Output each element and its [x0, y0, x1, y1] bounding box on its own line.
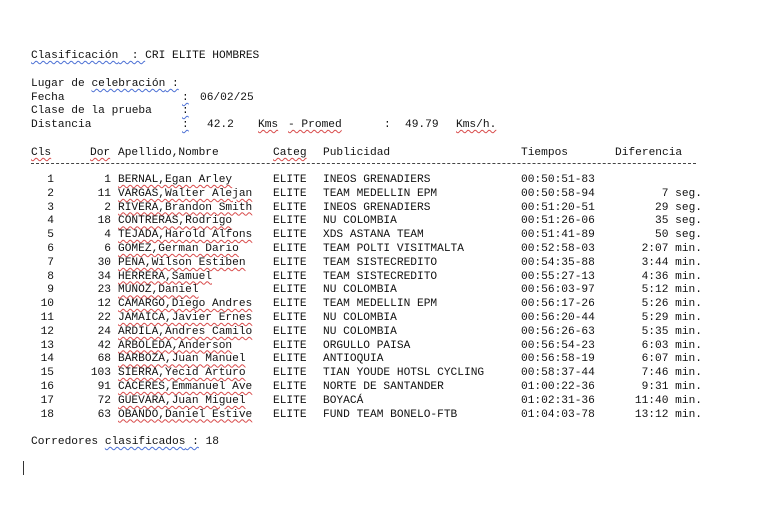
cell-nombre: OBANDO,Daniel Estive	[118, 408, 253, 421]
cell-publicidad: NU COLOMBIA	[323, 284, 397, 297]
cell-tiempo: 00:56:58-19	[521, 353, 595, 366]
cell-diferencia: 2:07 min.	[641, 243, 702, 255]
cell-tiempo: 00:50:58-94	[521, 187, 595, 200]
footer-word: clasificados	[104, 436, 186, 448]
promed-sep: :	[384, 119, 391, 131]
cell-tiempo: 00:56:03-97	[521, 284, 595, 297]
cell-diferencia: 5:26 min.	[641, 298, 702, 311]
header-divider	[31, 163, 696, 164]
kmh-label: Kms/h.	[456, 119, 497, 131]
cell-diferencia: 35 seg.	[655, 215, 702, 228]
cell-categ: ELITE	[273, 381, 307, 393]
header-tiempos: Tiempos	[521, 147, 568, 159]
classification-label: Clasificación	[31, 50, 119, 62]
cell-tiempo: 01:00:22-36	[521, 381, 595, 393]
cell-tiempo: 00:56:20-44	[521, 312, 595, 324]
cell-diferencia: 6:07 min.	[641, 353, 702, 366]
cell-categ: ELITE	[273, 201, 307, 214]
cell-publicidad: FUND TEAM BONELO-FTB	[323, 408, 458, 421]
fecha-value: 06/02/25	[200, 92, 254, 104]
cell-dor: 103	[90, 367, 111, 380]
cell-nombre: ARBOLEDA,Anderson	[118, 339, 233, 352]
cell-tiempo: 00:56:26-63	[521, 325, 595, 338]
cell-nombre: GUEVARA,Juan Miguel	[118, 394, 246, 407]
cell-publicidad: NU COLOMBIA	[323, 325, 397, 338]
cell-nombre: GOMEZ,German Dario	[118, 243, 239, 255]
distancia-sep: :	[182, 119, 189, 131]
cell-publicidad: TEAM SISTECREDITO	[323, 270, 438, 283]
cell-categ: ELITE	[273, 298, 307, 311]
cell-dor: 68	[97, 353, 111, 366]
cell-tiempo: 00:51:41-89	[521, 229, 595, 242]
cell-categ: ELITE	[273, 312, 307, 324]
cell-diferencia: 3:44 min.	[641, 256, 702, 269]
clase-sep: :	[182, 105, 189, 117]
cell-cls: 14	[40, 353, 54, 366]
cell-dor: 24	[97, 325, 111, 338]
header-cls: Cls	[31, 147, 52, 159]
cell-dor: 11	[97, 187, 111, 200]
cell-publicidad: INEOS GRENADIERS	[323, 174, 431, 186]
cell-tiempo: 01:04:03-78	[521, 408, 595, 421]
cell-diferencia: 7:46 min.	[641, 367, 702, 380]
cell-diferencia: 5:35 min.	[641, 325, 702, 338]
cell-cls: 5	[47, 229, 54, 242]
cell-cls: 2	[47, 187, 54, 200]
lugar-word: celebración	[91, 78, 166, 90]
cell-categ: ELITE	[273, 229, 307, 242]
header-categ: Categ	[273, 147, 307, 159]
cell-diferencia: 6:03 min.	[641, 339, 702, 352]
lugar-label: Lugar de	[31, 78, 92, 90]
cell-publicidad: TEAM POLTI VISITMALTA	[323, 243, 464, 255]
cell-diferencia: 50 seg.	[655, 229, 702, 242]
cell-tiempo: 01:02:31-36	[521, 394, 595, 407]
lugar-line	[31, 78, 179, 91]
cell-dor: 1	[104, 174, 111, 186]
cell-cls: 3	[47, 201, 54, 214]
cell-diferencia: 5:12 min.	[641, 284, 702, 297]
cell-categ: ELITE	[273, 243, 307, 255]
cell-tiempo: 00:58:37-44	[521, 367, 595, 380]
cell-dor: 63	[97, 408, 111, 421]
cell-publicidad: ANTIOQUIA	[323, 353, 384, 366]
classification-sep: :	[118, 50, 146, 62]
cell-diferencia: 7 seg.	[661, 187, 702, 200]
cell-publicidad: ORGULLO PAISA	[323, 339, 411, 352]
cell-tiempo: 00:50:51-83	[521, 174, 595, 186]
text-caret	[23, 461, 24, 475]
cell-cls: 10	[40, 298, 54, 311]
cell-dor: 72	[97, 394, 111, 407]
promed-value: 49.79	[405, 119, 439, 131]
cell-tiempo: 00:56:17-26	[521, 298, 595, 311]
cell-publicidad: NORTE DE SANTANDER	[323, 381, 444, 393]
cell-nombre: CACERES,Emmanuel Ave	[118, 381, 253, 393]
cell-nombre: HERRERA,Samuel	[118, 270, 212, 283]
cell-cls: 7	[47, 256, 54, 269]
fecha-label: Fecha	[31, 92, 65, 104]
cell-cls: 6	[47, 243, 54, 255]
cell-cls: 16	[40, 381, 54, 393]
footer-label: Corredores	[31, 436, 105, 448]
cell-categ: ELITE	[273, 215, 307, 228]
footer-value: 18	[198, 436, 220, 448]
cell-tiempo: 00:55:27-13	[521, 270, 595, 283]
cell-tiempo: 00:56:54-23	[521, 339, 595, 352]
cell-nombre: CAMARGO,Diego Andres	[118, 298, 253, 311]
cell-nombre: BERNAL,Egan Arley	[118, 174, 233, 186]
cell-nombre: SIERRA,Yecid Arturo	[118, 367, 246, 380]
cell-dor: 2	[104, 201, 111, 214]
classification-value: CRI ELITE HOMBRES	[145, 50, 260, 62]
promed-label: - Promed	[288, 119, 342, 131]
cell-nombre: CONTRERAS,Rodrigo	[118, 215, 233, 228]
cell-nombre: VARGAS,Walter Alejan	[118, 187, 253, 200]
cell-cls: 18	[40, 408, 54, 421]
cell-publicidad: TEAM SISTECREDITO	[323, 256, 438, 269]
cell-categ: ELITE	[273, 325, 307, 338]
cell-cls: 12	[40, 325, 54, 338]
cell-tiempo: 00:51:20-51	[521, 201, 595, 214]
cell-categ: ELITE	[273, 284, 307, 297]
cell-dor: 22	[97, 312, 111, 324]
cell-nombre: MUNOZ,Daniel	[118, 284, 199, 297]
cell-diferencia: 9:31 min.	[641, 381, 702, 393]
cell-publicidad: XDS ASTANA TEAM	[323, 229, 424, 242]
kms-label: Kms	[258, 119, 279, 131]
cell-publicidad: BOYACÁ	[323, 394, 364, 407]
cell-publicidad: NU COLOMBIA	[323, 215, 397, 228]
cell-dor: 91	[97, 381, 111, 393]
cell-categ: ELITE	[273, 256, 307, 269]
cell-cls: 11	[40, 312, 54, 324]
cell-dor: 4	[104, 229, 111, 242]
cell-nombre: BARBOZA,Juan Manuel	[118, 353, 246, 366]
cell-categ: ELITE	[273, 353, 307, 366]
cell-categ: ELITE	[273, 174, 307, 186]
clase-label: Clase de la prueba	[31, 105, 152, 117]
cell-categ: ELITE	[273, 408, 307, 421]
cell-cls: 8	[47, 270, 54, 283]
cell-cls: 15	[40, 367, 54, 380]
cell-tiempo: 00:51:26-06	[521, 215, 595, 228]
cell-diferencia: 5:29 min.	[641, 312, 702, 324]
header-nombre: Apellido,Nombre	[118, 147, 219, 159]
cell-nombre: RIVERA,Brandon Smith	[118, 201, 253, 214]
cell-cls: 4	[47, 215, 54, 228]
cell-categ: ELITE	[273, 367, 307, 380]
cell-dor: 42	[97, 339, 111, 352]
cell-cls: 1	[47, 174, 54, 186]
cell-categ: ELITE	[273, 339, 307, 352]
cell-cls: 17	[40, 394, 54, 407]
cell-dor: 30	[97, 256, 111, 269]
cell-dor: 6	[104, 243, 111, 255]
cell-nombre: TEJADA,Harold Alfons	[118, 229, 253, 242]
cell-nombre: JAMAICA,Javier Ernes	[118, 312, 253, 324]
cell-nombre: ARDILA,Andres Camilo	[118, 325, 253, 338]
cell-cls: 13	[40, 339, 54, 352]
cell-publicidad: TIAN YOUDE HOTSL CYCLING	[323, 367, 485, 380]
footer-line	[31, 436, 219, 449]
distancia-value: 42.2	[207, 119, 234, 131]
cell-publicidad: TEAM MEDELLIN EPM	[323, 187, 438, 200]
cell-diferencia: 29 seg.	[655, 201, 702, 214]
cell-nombre: PENA,Wilson Estiben	[118, 256, 246, 269]
classification-line	[31, 50, 259, 63]
header-dor: Dor	[90, 147, 111, 159]
cell-dor: 18	[97, 215, 111, 228]
lugar-sep: :	[165, 78, 179, 90]
cell-dor: 23	[97, 284, 111, 297]
cell-categ: ELITE	[273, 270, 307, 283]
cell-dor: 34	[97, 270, 111, 283]
cell-dor: 12	[97, 298, 111, 311]
cell-tiempo: 00:54:35-88	[521, 256, 595, 269]
cell-diferencia: 13:12 min.	[634, 408, 702, 421]
cell-categ: ELITE	[273, 394, 307, 407]
cell-diferencia: 11:40 min.	[634, 394, 702, 407]
cell-diferencia: 4:36 min.	[641, 270, 702, 283]
cell-cls: 9	[47, 284, 54, 297]
cell-publicidad: TEAM MEDELLIN EPM	[323, 298, 438, 311]
distancia-label: Distancia	[31, 119, 92, 131]
cell-tiempo: 00:52:58-03	[521, 243, 595, 255]
header-diferencia: Diferencia	[615, 147, 683, 159]
footer-sep: :	[185, 436, 199, 448]
fecha-sep: :	[182, 92, 189, 104]
header-publicidad: Publicidad	[323, 147, 391, 159]
cell-publicidad: NU COLOMBIA	[323, 312, 397, 324]
cell-categ: ELITE	[273, 187, 307, 200]
cell-publicidad: INEOS GRENADIERS	[323, 201, 431, 214]
